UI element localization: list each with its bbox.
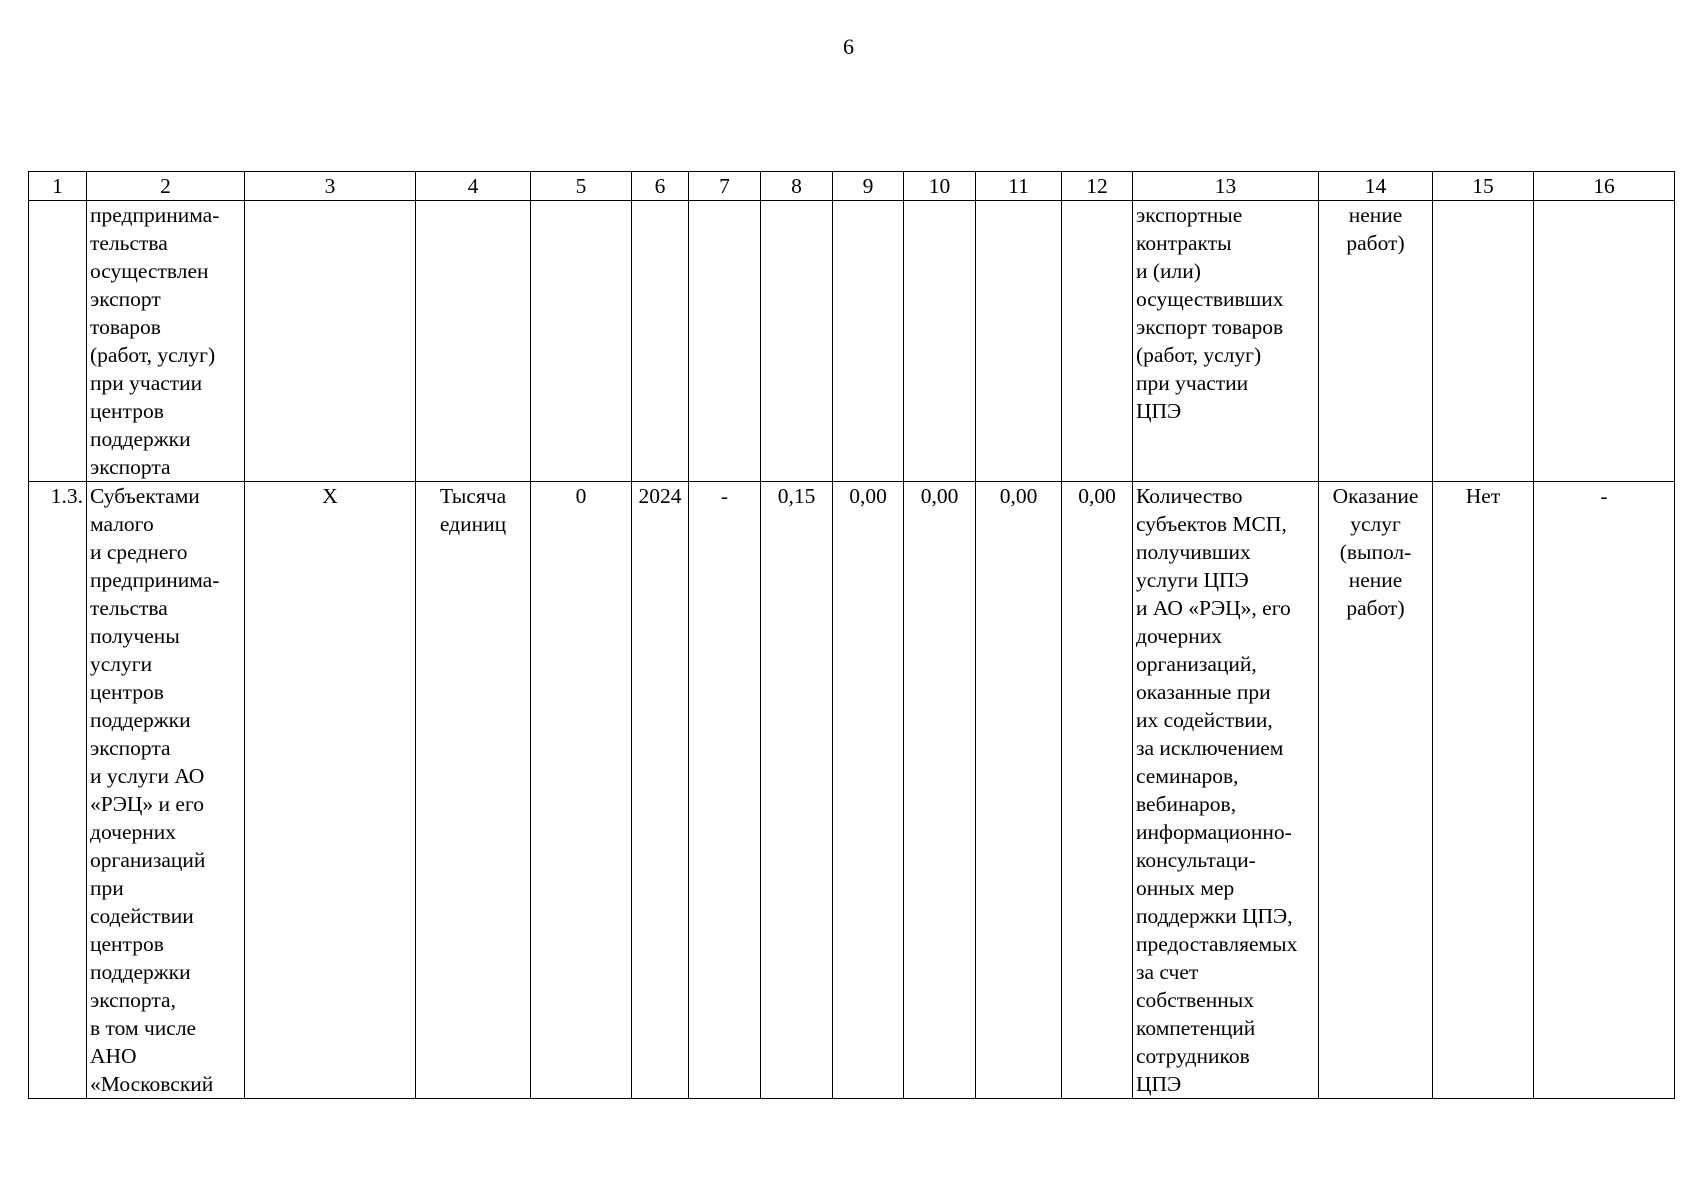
cell-col-10	[904, 201, 976, 482]
cell-col-16	[1534, 201, 1675, 482]
table-row-continued	[29, 201, 1675, 482]
cell-base-value	[531, 201, 632, 482]
cell-unit: Тысяча единиц	[416, 482, 531, 1099]
header-row	[29, 172, 1675, 201]
cell-col-7: -	[689, 482, 761, 1099]
cell-description: Количество субъектов МСП, получивших услуги ЦПЭ и АО «РЭЦ», его дочерних организаций, оказанные при их содействии, за исключением семинаров, вебинаров, информационно- консультаци- онных мер поддержки ЦПЭ, предоставляемых за счет собственных компетенций сотрудников ЦПЭ	[1133, 482, 1319, 1099]
cell-indicator-name: предпринима- тельства осуществлен экспорт товаров (работ, услуг) при участии центров поддержки экспорта	[87, 201, 245, 482]
col-header-3: 3	[245, 172, 416, 201]
cell-col-9: 0,00	[833, 482, 904, 1099]
cell-col-12	[1062, 201, 1133, 482]
col-header-7: 7	[689, 172, 761, 201]
col-header-2: 2	[87, 172, 245, 201]
cell-col-12: 0,00	[1062, 482, 1133, 1099]
indicators-table	[28, 171, 1675, 1099]
cell-col-3	[245, 201, 416, 482]
col-header-1: 1	[29, 172, 87, 201]
table-row-1-3	[29, 482, 1675, 1099]
col-header-12: 12	[1062, 172, 1133, 201]
page-number: 6	[843, 34, 854, 59]
cell-col-16: -	[1534, 482, 1675, 1099]
col-header-4: 4	[416, 172, 531, 201]
cell-col-3: X	[245, 482, 416, 1099]
cell-base-year	[632, 201, 689, 482]
cell-description: экспортные контракты и (или) осуществивших экспорт товаров (работ, услуг) при участии ЦПЭ	[1133, 201, 1319, 482]
cell-base-year: 2024	[632, 482, 689, 1099]
col-header-16: 16	[1534, 172, 1675, 201]
col-header-8: 8	[761, 172, 833, 201]
col-header-11: 11	[976, 172, 1062, 201]
cell-number	[29, 201, 87, 482]
cell-type: Оказание услуг (выпол- нение работ)	[1319, 482, 1433, 1099]
cell-unit	[416, 201, 531, 482]
col-header-14: 14	[1319, 172, 1433, 201]
col-header-5: 5	[531, 172, 632, 201]
cell-col-11: 0,00	[976, 482, 1062, 1099]
cell-col-10: 0,00	[904, 482, 976, 1099]
cell-col-8: 0,15	[761, 482, 833, 1099]
cell-number: 1.3.	[29, 482, 87, 1099]
col-header-9: 9	[833, 172, 904, 201]
col-header-6: 6	[632, 172, 689, 201]
col-header-10: 10	[904, 172, 976, 201]
cell-col-8	[761, 201, 833, 482]
cell-type: нение работ)	[1319, 201, 1433, 482]
cell-col-15	[1433, 201, 1534, 482]
col-header-13: 13	[1133, 172, 1319, 201]
cell-base-value: 0	[531, 482, 632, 1099]
col-header-15: 15	[1433, 172, 1534, 201]
cell-col-9	[833, 201, 904, 482]
cell-col-15: Нет	[1433, 482, 1534, 1099]
cell-indicator-name: Субъектами малого и среднего предпринима- тельства получены услуги центров поддержки экспорта и услуги АО «РЭЦ» и его дочерних организаций при содействии центров поддержки экспорта, в том числе АНО «Московский	[87, 482, 245, 1099]
cell-col-7	[689, 201, 761, 482]
cell-col-11	[976, 201, 1062, 482]
